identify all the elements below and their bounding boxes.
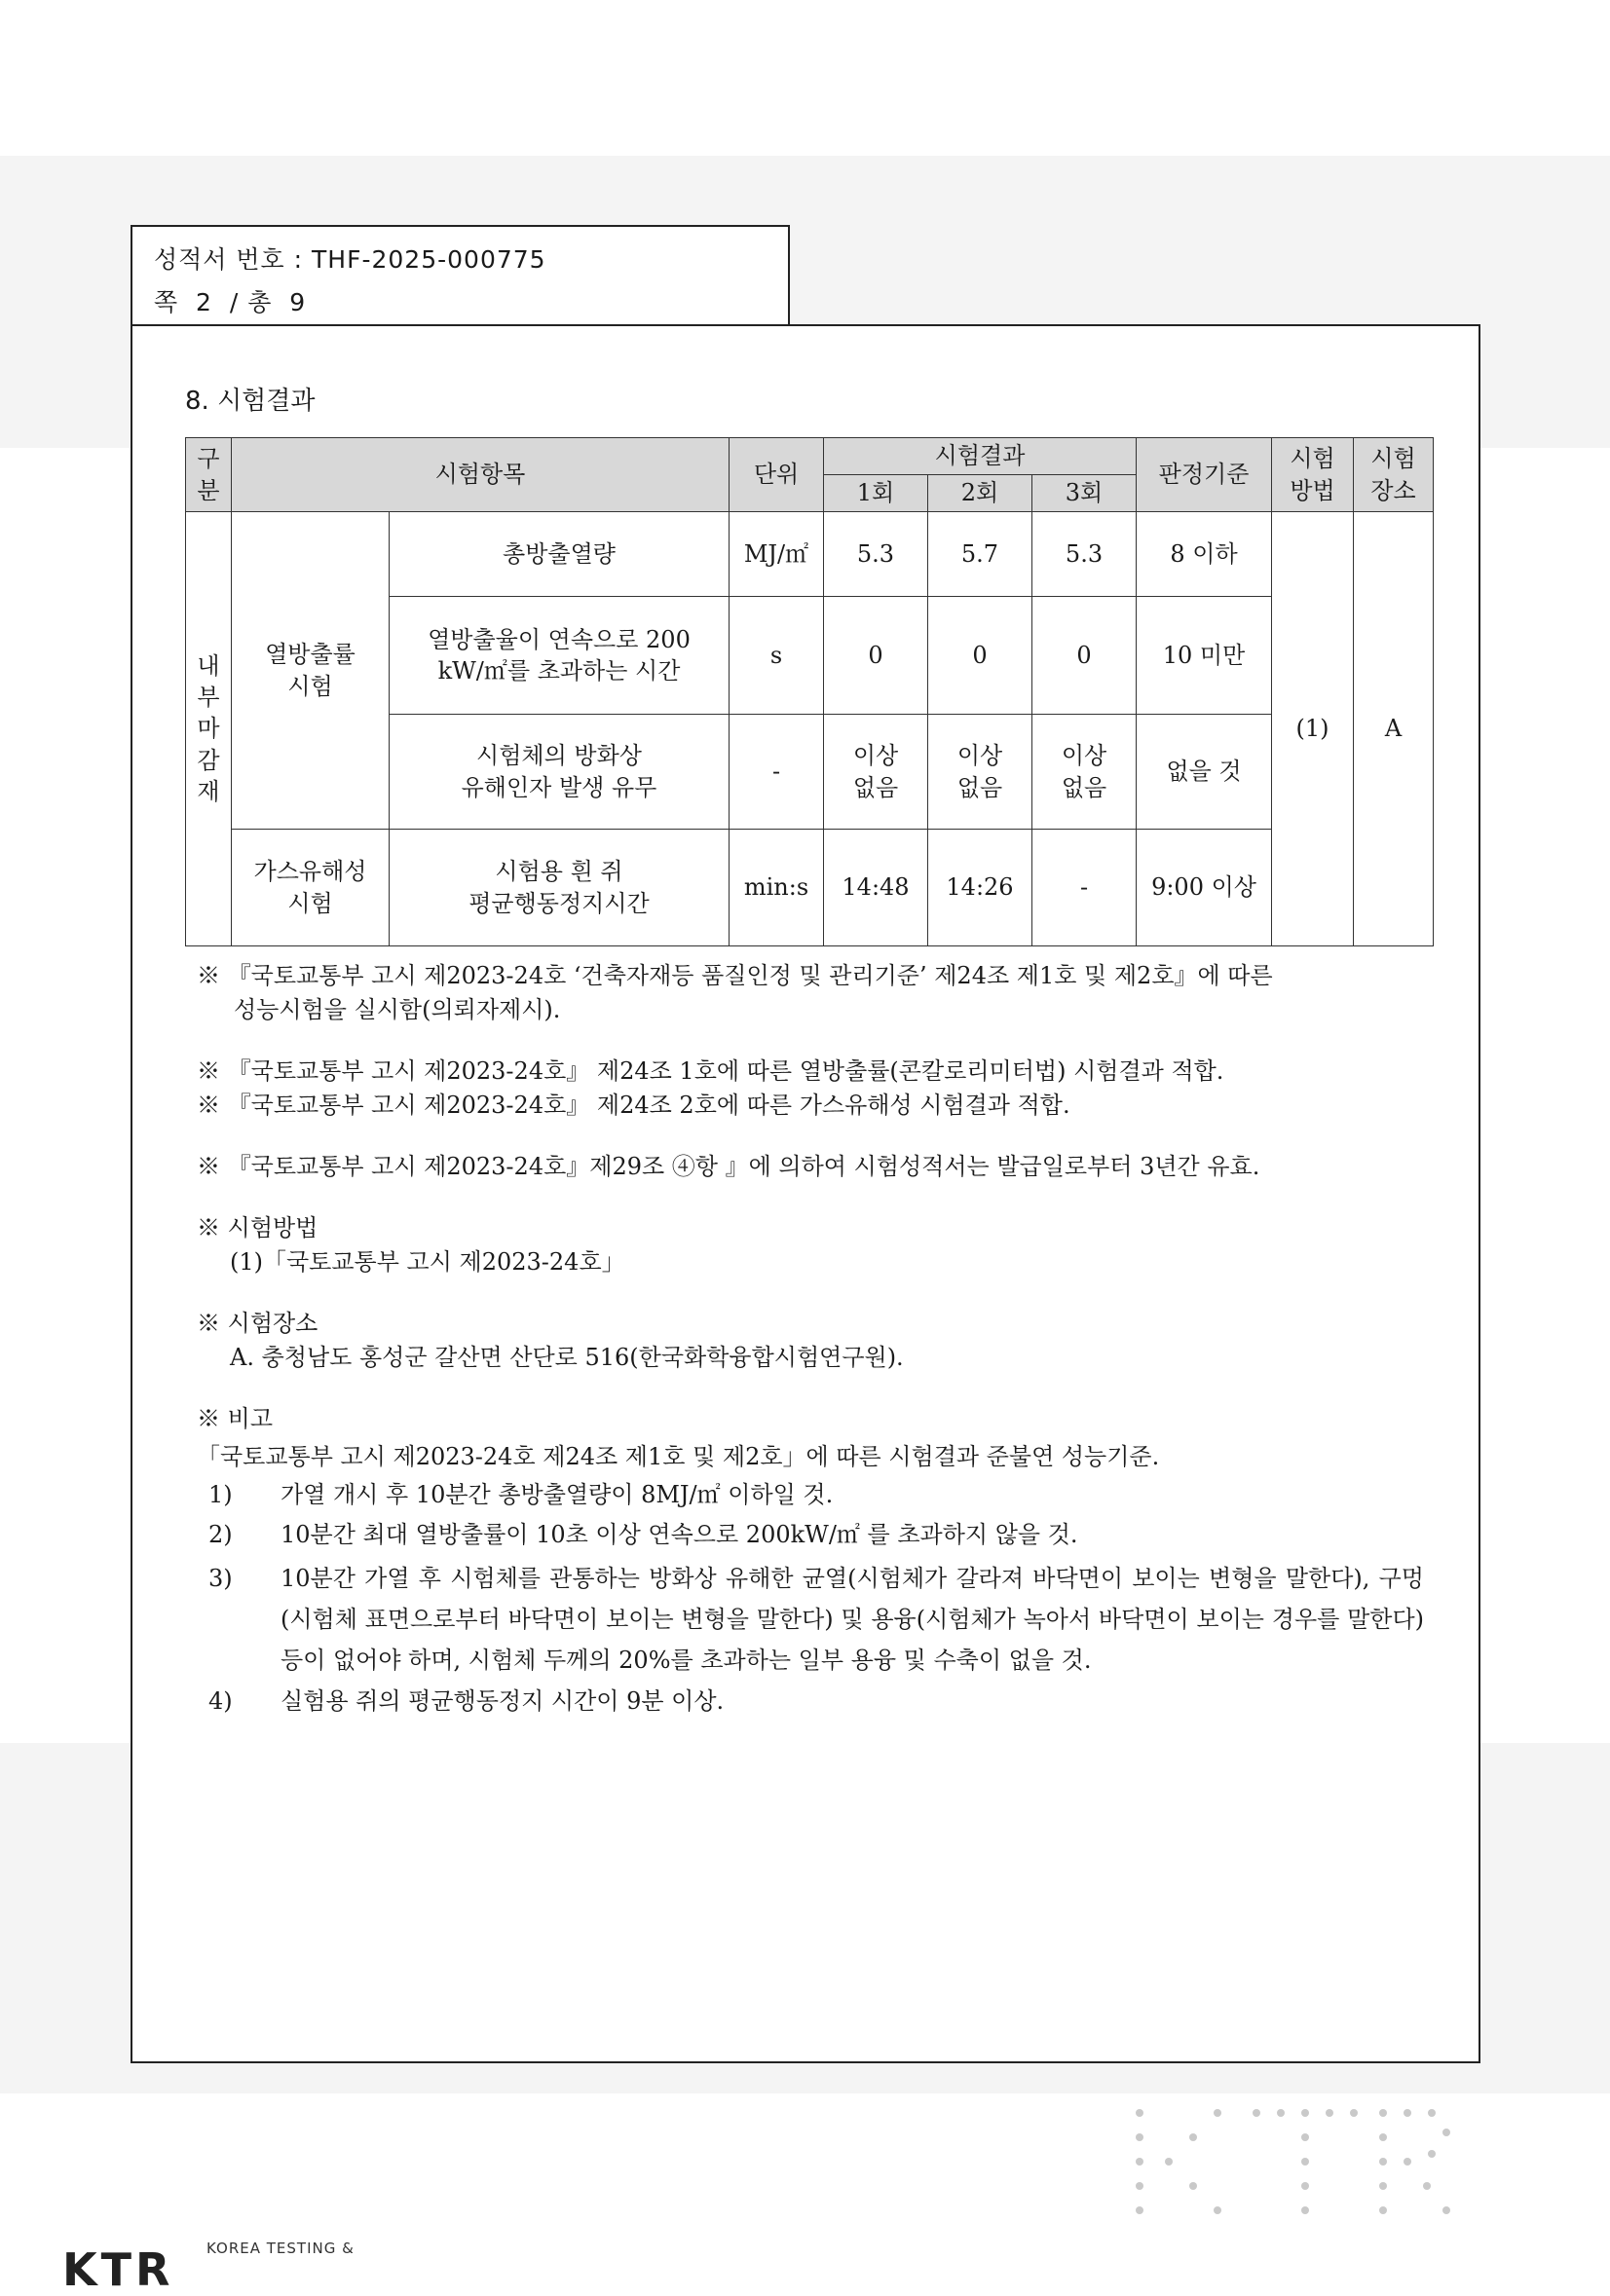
unit-cell: min:s <box>730 830 824 946</box>
header-results: 시험결과 <box>824 438 1137 475</box>
criteria-cell: 9:00 이상 <box>1137 830 1272 946</box>
item-cell: 열방출율이 연속으로 200 kW/㎡를 초과하는 시간 <box>390 597 730 715</box>
unit-cell: - <box>730 715 824 830</box>
header-location: 시험 장소 <box>1354 438 1434 512</box>
list-text: 실험용 쥐의 평균행동정지 시간이 9분 이상. <box>281 1687 725 1715</box>
result-cell: 14:26 <box>928 830 1032 946</box>
note-standard: ※ 『국토교통부 고시 제2023-24호 ‘건축자재등 품질인정 및 관리기준’ 제24조 제1호 및 제2호』에 따른 <box>197 962 1273 989</box>
list-number: 2) <box>208 1521 233 1548</box>
list-number: 1) <box>208 1481 233 1508</box>
criteria-cell: 10 미만 <box>1137 597 1272 715</box>
category-cell: 내 부 마 감 재 <box>186 512 232 946</box>
ktr-logo-subtitle: KOREA TESTING & <box>206 2240 355 2257</box>
criteria-cell: 8 이하 <box>1137 512 1272 597</box>
test-place-item: A. 충청남도 홍성군 갈산면 산단로 516(한국화학융합시험연구원). <box>230 1344 904 1371</box>
method-cell: (1) <box>1272 512 1354 946</box>
list-text: 10분간 최대 열방출률이 10초 이상 연속으로 200kW/㎡ 를 초과하지 않을 것. <box>281 1521 1078 1548</box>
remarks-title: ※ 비고 <box>197 1405 273 1432</box>
unit-cell: MJ/㎡ <box>730 512 824 597</box>
result-cell: 이상 없음 <box>824 715 928 830</box>
report-header <box>131 225 790 324</box>
result-cell: 0 <box>928 597 1032 715</box>
page-indicator: 쪽 2 / 총 9 <box>154 288 307 316</box>
result-cell: 이상 없음 <box>1032 715 1137 830</box>
result-cell: 14:48 <box>824 830 928 946</box>
report-number: 성적서 번호 : THF-2025-000775 <box>154 245 546 274</box>
unit-cell: s <box>730 597 824 715</box>
test-method-title: ※ 시험방법 <box>197 1214 318 1241</box>
criteria-cell: 없을 것 <box>1137 715 1272 830</box>
result-cell: - <box>1032 830 1137 946</box>
list-item <box>197 1478 1424 1512</box>
ktr-dot-watermark-icon <box>1130 2093 1461 2220</box>
header-item: 시험항목 <box>232 438 730 512</box>
header-unit: 단위 <box>730 438 824 512</box>
test-method-item: (1)「국토교통부 고시 제2023-24호」 <box>230 1248 625 1276</box>
result-cell: 0 <box>1032 597 1137 715</box>
header-category: 구 분 <box>186 438 232 512</box>
note-validity: ※ 『국토교통부 고시 제2023-24호』제29조 ④항 』에 의하여 시험성적서는 발급일로부터 3년간 유효. <box>197 1153 1260 1180</box>
location-cell: A <box>1354 512 1434 946</box>
list-text: 가열 개시 후 10분간 총방출열량이 8MJ/㎡ 이하일 것. <box>281 1481 834 1508</box>
list-text: 10분간 가열 후 시험체를 관통하는 방화상 유해한 균열(시험체가 갈라져 바닥면이 보이는 변형을 말한다), 구멍(시험체 표면으로부터 바닥면이 보이는 변형을 말한다) 및 용융(시험체가 녹아서 바닥면이 보이는 경우를 말한다) 등이 없어야 하며, 시험체 두께의 20%를 초과하는 일부 용융 및 수축이 없을 것. <box>281 1565 1424 1674</box>
list-item <box>197 1518 1424 1552</box>
notes-block <box>197 959 1424 1719</box>
header-method: 시험 방법 <box>1272 438 1354 512</box>
result-cell: 5.7 <box>928 512 1032 597</box>
results-table <box>185 437 1434 946</box>
list-number: 3) <box>208 1565 233 1592</box>
table-row <box>186 830 1434 946</box>
list-number: 4) <box>208 1687 233 1715</box>
header-run-3: 3회 <box>1032 475 1137 512</box>
item-cell: 시험용 흰 쥐 평균행동정지시간 <box>390 830 730 946</box>
test-place-title: ※ 시험장소 <box>197 1310 318 1337</box>
table-row <box>186 512 1434 597</box>
result-cell: 0 <box>824 597 928 715</box>
section-title: 8. 시험결과 <box>185 387 316 416</box>
group-heat-release: 열방출률 시험 <box>232 512 390 830</box>
result-cell: 5.3 <box>1032 512 1137 597</box>
result-cell: 5.3 <box>824 512 928 597</box>
result-cell: 이상 없음 <box>928 715 1032 830</box>
note-heat-result: ※ 『국토교통부 고시 제2023-24호』 제24조 1호에 따른 열방출률(콘칼로리미터법) 시험결과 적합. <box>197 1057 1224 1085</box>
note-gas-result: ※ 『국토교통부 고시 제2023-24호』 제24조 2호에 따른 가스유해성 시험결과 적합. <box>197 1092 1070 1119</box>
remarks-intro: 「국토교통부 고시 제2023-24호 제24조 제1호 및 제2호」에 따른 시험결과 준불연 성능기준. <box>197 1443 1160 1470</box>
item-cell: 총방출열량 <box>390 512 730 597</box>
note-standard-cont: 성능시험을 실시함(의뢰자제시). <box>234 996 561 1023</box>
header-run-1: 1회 <box>824 475 928 512</box>
item-cell: 시험체의 방화상 유해인자 발생 유무 <box>390 715 730 830</box>
header-run-2: 2회 <box>928 475 1032 512</box>
results-section <box>131 324 1480 2063</box>
header-criteria: 판정기준 <box>1137 438 1272 512</box>
list-item <box>197 1685 1424 1719</box>
ktr-logo: KTR <box>62 2243 174 2296</box>
group-gas-toxicity: 가스유해성 시험 <box>232 830 390 946</box>
list-item <box>197 1558 1424 1681</box>
